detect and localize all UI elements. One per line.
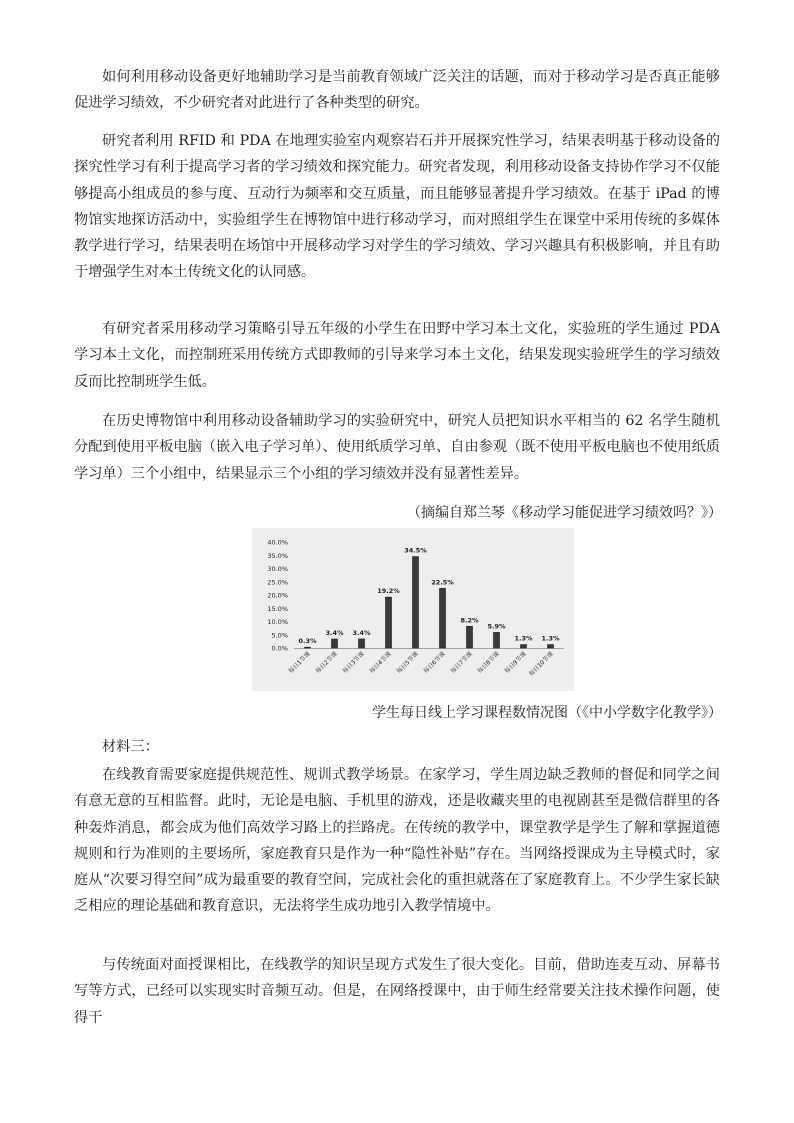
source-citation: （摘编自郑兰琴《移动学习能促进学习绩效吗？》） [407, 505, 722, 521]
daily-courses-chart [252, 528, 574, 691]
x-tick-label: 每日7节课 [449, 650, 474, 676]
bar-value-label: 1.3% [514, 634, 533, 643]
x-tick-label: 每日9节课 [503, 650, 528, 676]
bar [386, 597, 392, 648]
y-tick-label: 35.0% [267, 551, 288, 560]
y-tick-label: 25.0% [267, 578, 288, 587]
bar-value-label: 34.5% [404, 546, 427, 555]
bar-value-label: 5.9% [487, 622, 506, 631]
x-tick-label: 每日6节课 [422, 650, 447, 676]
y-tick-label: 20.0% [267, 591, 288, 600]
bar-chart-svg [252, 528, 574, 691]
bar-value-label: 3.4% [352, 628, 371, 637]
x-tick-label: 每日4节课 [368, 650, 393, 676]
y-tick-label: 5.0% [271, 631, 288, 640]
paragraph-museum-study: 在历史博物馆中利用移动设备辅助学习的实验研究中，研究人员把知识水平相当的 62 名学生随机分配到使用平板电脑（嵌入电子学习单）、使用纸质学习单、自由参观（既不使用平板电脑也不使用纸质学习单）三个小组中，结果显示三个小组的学习绩效并没有显著性差异。 [74, 413, 720, 482]
paragraph-online-teaching-change: 与传统面对面授课相比，在线教学的知识呈现方式发生了很大变化。目前，借助连麦互动、屏幕书写等方式，已经可以实现实时音频互动。但是，在网络授课中，由于师生经常要关注技术操作问题，使得干 [74, 957, 720, 1026]
material-three-label: 材料三： [102, 739, 159, 755]
bar [305, 647, 311, 648]
bar [332, 639, 338, 648]
bar-value-label: 22.5% [431, 578, 454, 587]
y-tick-label: 0.0% [271, 644, 288, 653]
chart-caption: 学生每日线上学习课程数情况图（《中小学数字化教学》） [372, 705, 722, 721]
x-tick-label: 每日2节课 [314, 650, 339, 676]
bar [494, 632, 500, 648]
paragraph-fifth-grade-study: 有研究者采用移动学习策略引导五年级的小学生在田野中学习本土文化，实验班的学生通过 PDA 学习本土文化，而控制班采用传统方式即教师的引导来学习本土文化，结果发现实验班学生的学习绩效反而比控制班学生低。 [74, 321, 720, 390]
bar [467, 626, 473, 648]
bar [359, 639, 365, 648]
bar [521, 645, 527, 648]
bar-value-label: 8.2% [460, 616, 479, 625]
bar [548, 645, 554, 648]
paragraph-rfid-pda-study: 研究者利用 RFID 和 PDA 在地理实验室内观察岩石并开展探究性学习，结果表明基于移动设备的探究性学习有利于提高学习者的学习绩效和探究能力。研究者发现，利用移动设备支持协作学习不仅能够提高小组成员的参与度、互动行为频率和交互质量，而且能够显著提升学习绩效。在基于 iPad 的博物馆实地探访活动中，实验组学生在博物馆中进行移动学习，而对照组学生在课堂中采用传统的多媒体教学进行学习，结果表明在场馆中开展移动学习对学生的学习绩效、学习兴趣具有积极影响，并且有助于增强学生对本土传统文化的认同感。 [74, 133, 720, 281]
bar-value-label: 0.3% [298, 637, 317, 646]
x-tick-label: 每日10节课 [527, 650, 555, 678]
bar [413, 557, 419, 648]
bar [440, 588, 446, 648]
y-tick-label: 10.0% [267, 618, 288, 626]
y-tick-label: 15.0% [267, 604, 288, 613]
y-tick-label: 40.0% [267, 538, 288, 547]
bar-value-label: 1.3% [541, 634, 560, 643]
paragraph-intro: 如何利用移动设备更好地辅助学习是当前教育领域广泛关注的话题，而对于移动学习是否真正能够促进学习绩效，不少研究者对此进行了各种类型的研究。 [74, 69, 720, 112]
paragraph-online-education-family: 在线教育需要家庭提供规范性、规训式教学场景。在家学习，学生周边缺乏教师的督促和同学之间有意无意的互相监督。此时，无论是电脑、手机里的游戏，还是收藏夹里的电视剧甚至是微信群里的各种轰炸消息，都会成为他们高效学习路上的拦路虎。在传统的教学中，课堂教学是学生了解和掌握道德规则和行为准则的主要场所，家庭教育只是作为一种“隐性补贴”存在。当网络授课成为主导模式时，家庭从“次要习得空间”成为最重要的教育空间，完成社会化的重担就落在了家庭教育上。不少学生家长缺乏相应的理论基础和教育意识，无法将学生成功地引入教学情境中。 [74, 767, 720, 915]
y-tick-label: 30.0% [267, 565, 288, 573]
x-tick-label: 每日3节课 [341, 650, 366, 676]
x-tick-label: 每日5节课 [395, 650, 420, 676]
bar-value-label: 19.2% [377, 587, 400, 596]
bar-value-label: 3.4% [325, 628, 344, 637]
x-tick-label: 每日1节课 [287, 650, 312, 676]
x-tick-label: 每日8节课 [476, 650, 501, 676]
